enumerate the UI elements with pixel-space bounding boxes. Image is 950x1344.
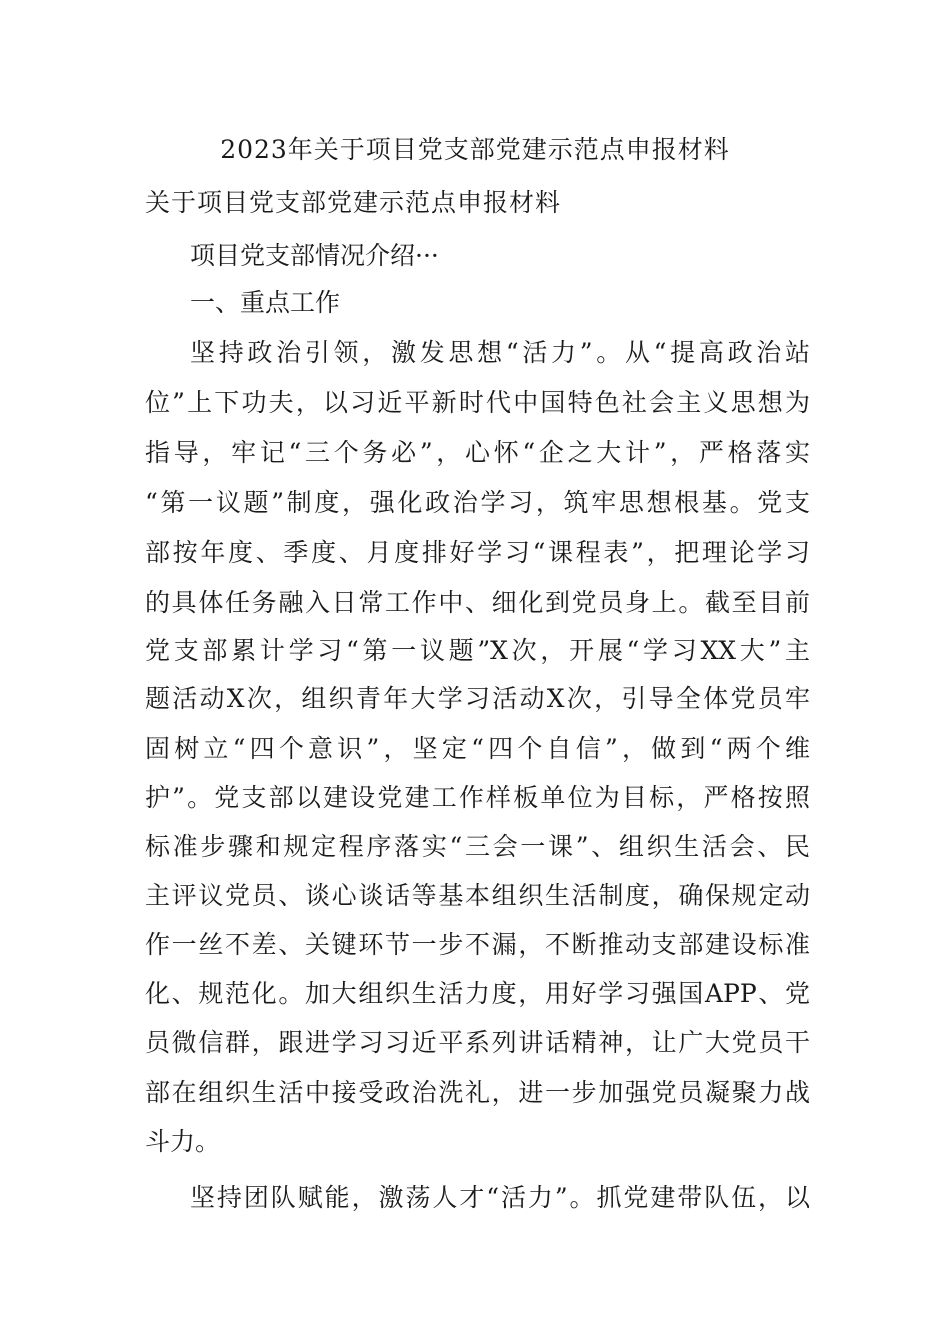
paragraph-line: 党支部累计学习“第一议题”X次，开展“学习XX大”主 bbox=[145, 636, 810, 665]
paragraph-line: 的具体任务融入日常工作中、细化到党员身上。截至目前 bbox=[145, 588, 810, 617]
section-heading: 一、重点工作 bbox=[190, 288, 341, 317]
paragraph-line: 坚持政治引领，激发思想“活力”。从“提高政治站 bbox=[190, 338, 810, 367]
paragraph-line: 护”。党支部以建设党建工作样板单位为目标，严格按照 bbox=[145, 783, 810, 812]
paragraph-line: 斗力。 bbox=[145, 1127, 221, 1156]
paragraph-line: 固树立“四个意识”，坚定“四个自信”，做到“两个维 bbox=[145, 734, 810, 763]
paragraph-line: 部按年度、季度、月度排好学习“课程表”，把理论学习 bbox=[145, 538, 810, 567]
document-title: 2023年关于项目党支部党建示范点申报材料 bbox=[220, 135, 730, 164]
paragraph-line: 员微信群，跟进学习习近平系列讲话精神，让广大党员干 bbox=[145, 1028, 810, 1057]
paragraph-line: 题活动X次，组织青年大学习活动X次，引导全体党员牢 bbox=[145, 684, 810, 713]
document-subtitle: 关于项目党支部党建示范点申报材料 bbox=[145, 188, 562, 217]
paragraph-line: 作一丝不差、关键环节一步不漏，不断推动支部建设标准 bbox=[145, 930, 810, 959]
paragraph-line: 坚持团队赋能，激荡人才“活力”。抓党建带队伍，以 bbox=[190, 1183, 810, 1212]
paragraph-line: 部在组织生活中接受政治洗礼，进一步加强党员凝聚力战 bbox=[145, 1078, 810, 1107]
paragraph-line: “第一议题”制度，强化政治学习，筑牢思想根基。党支 bbox=[145, 488, 810, 517]
paragraph-line: 标准步骤和规定程序落实“三会一课”、组织生活会、民 bbox=[145, 832, 810, 861]
paragraph-line: 指导，牢记“三个务必”，心怀“企之大计”，严格落实 bbox=[145, 438, 810, 467]
paragraph-line: 主评议党员、谈心谈话等基本组织生活制度，确保规定动 bbox=[145, 881, 810, 910]
paragraph-line: 化、规范化。加大组织生活力度，用好学习强国APP、党 bbox=[145, 979, 810, 1008]
paragraph-line: 位”上下功夫，以习近平新时代中国特色社会主义思想为 bbox=[145, 388, 810, 417]
intro-line: 项目党支部情况介绍··· bbox=[190, 241, 439, 270]
